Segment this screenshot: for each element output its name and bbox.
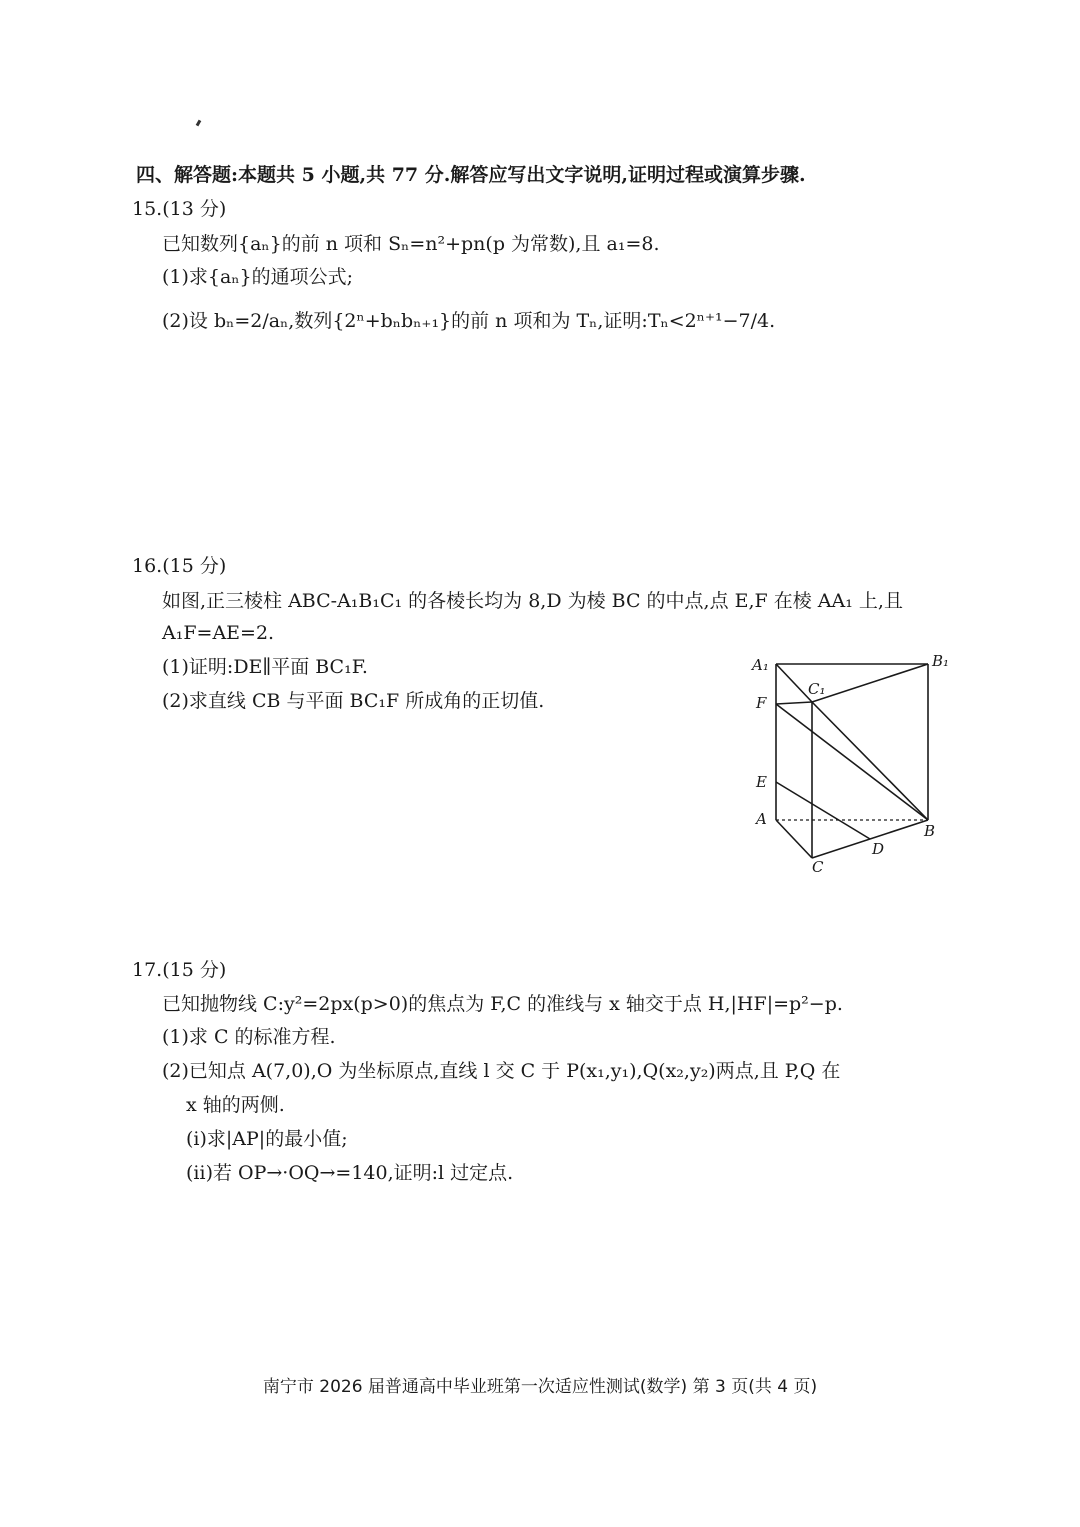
label-a: A (756, 810, 767, 828)
label-a1: A₁ (752, 656, 769, 674)
label-d: D (872, 840, 885, 858)
label-b1: B₁ (932, 652, 950, 670)
q16-part2: (2)求直线 CB 与平面 BC₁F 所成角的正切值. (162, 690, 545, 712)
q17-header: 17.(15 分) (132, 959, 227, 981)
q17-sub1: (ⅰ)求|AP|的最小值; (186, 1128, 348, 1150)
q17-part1: (1)求 C 的标准方程. (162, 1026, 336, 1048)
q16-stem-line1: 如图,正三棱柱 ABC-A₁B₁C₁ 的各棱长均为 8,D 为棱 BC 的中点,点 E,F 在棱 AA₁ 上,且 (162, 590, 903, 612)
segment-ed (776, 782, 870, 839)
label-f: F (756, 694, 767, 712)
stray-mark (196, 120, 202, 127)
edge-c1b1 (812, 664, 928, 702)
edge-ac (776, 820, 812, 858)
q16-part1: (1)证明:DE∥平面 BC₁F. (162, 656, 368, 678)
section-heading: 四、解答题:本题共 5 小题,共 77 分.解答应写出文字说明,证明过程或演算步骤. (136, 164, 806, 186)
q15-stem: 已知数列{aₙ}的前 n 项和 Sₙ=n²+pn(p 为常数),且 a₁=8. (162, 233, 660, 255)
q17-sub2: (ⅱ)若 OP→·OQ→=140,证明:l 过定点. (186, 1162, 514, 1184)
q17-stem: 已知抛物线 C:y²=2px(p>0)的焦点为 F,C 的准线与 x 轴交于点 H,|HF|=p²−p. (162, 993, 843, 1015)
segment-c1b (812, 702, 928, 820)
segment-fb (776, 704, 928, 820)
label-c: C (812, 858, 824, 876)
segment-fc1 (776, 702, 812, 704)
q15-part1: (1)求{aₙ}的通项公式; (162, 266, 354, 288)
label-e: E (756, 773, 767, 791)
label-c1: C₁ (808, 680, 826, 698)
q16-stem-line2: A₁F=AE=2. (162, 622, 275, 644)
q15-header: 15.(13 分) (132, 198, 227, 220)
label-b: B (924, 822, 936, 840)
prism-figure (740, 650, 960, 880)
q16-header: 16.(15 分) (132, 555, 227, 577)
q17-part2-line2: x 轴的两侧. (186, 1094, 285, 1116)
q15-part2: (2)设 bₙ=2/aₙ,数列{2ⁿ+bₙbₙ₊₁}的前 n 项和为 Tₙ,证明:Tₙ<2ⁿ⁺¹−7/4. (162, 310, 776, 332)
page-footer: 南宁市 2026 届普通高中毕业班第一次适应性测试(数学) 第 3 页(共 4 页) (262, 1377, 818, 1397)
q17-part2-line1: (2)已知点 A(7,0),O 为坐标原点,直线 l 交 C 于 P(x₁,y₁),Q(x₂,y₂)两点,且 P,Q 在 (162, 1060, 841, 1082)
edge-a1c1 (776, 664, 812, 702)
